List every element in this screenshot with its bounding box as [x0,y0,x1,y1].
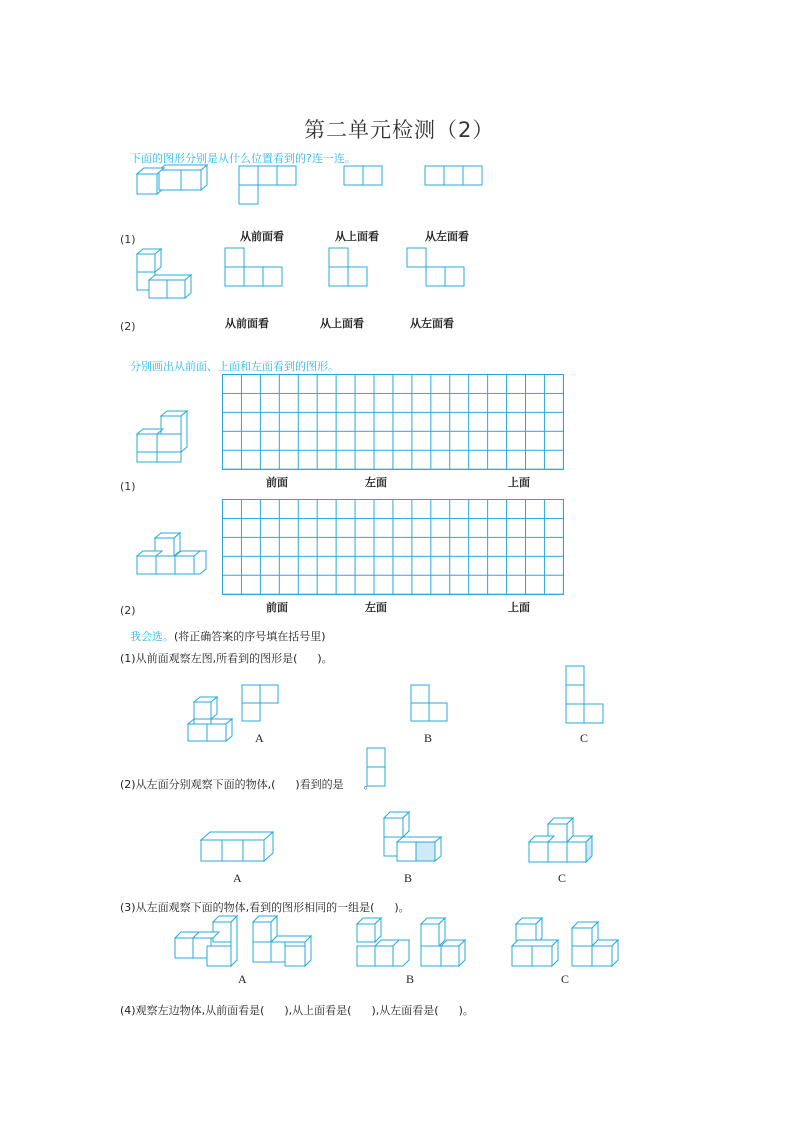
option-label[interactable]: A [238,972,247,986]
cube-figure-mound [137,530,211,578]
question-text: 。 [363,778,375,791]
shape-front-row2 [225,248,285,288]
q3-a-left [175,916,237,966]
view-label: 从左面看 [425,230,469,243]
question-1 [120,650,333,666]
question-text: (2)从左面分别观察下面的物体,( [120,778,276,791]
option-label[interactable]: C [561,972,570,986]
cube-figure-steps [137,410,193,464]
shape-two-squares [344,166,384,186]
grid-label: 上面 [508,601,530,614]
grid-label: 上面 [508,476,530,489]
question-text: ),从左面看是( [371,1004,439,1017]
q2-option-c-figure [529,816,595,864]
view-label: 从上面看 [335,230,379,243]
drawing-grid[interactable] [222,374,564,470]
section3-instruction: 我会选。 [130,630,174,643]
cube-figure-3-row [137,166,209,200]
q3-c-right [572,922,618,966]
q1-option-b-shape [411,685,451,725]
q1-cube-figure [188,694,244,748]
question-text: )。 [317,652,333,665]
section3-note: (将正确答案的序号填在括号里) [174,630,326,643]
option-label[interactable]: C [558,871,567,885]
option-label[interactable]: C [580,731,589,745]
view-label: 从上面看 [320,317,364,330]
shape-l-3-1 [239,166,299,206]
question-text: )。 [394,901,410,914]
view-label: 从左面看 [410,317,454,330]
q3-b-left [357,918,409,966]
shape-left-row2 [407,248,467,288]
q3-option-c-figures [512,914,620,968]
cube-figure-l-stack [137,248,197,300]
q1-option-a-shape [242,685,282,725]
view-label: 从前面看 [225,317,269,330]
grid-label: 前面 [266,601,288,614]
row-number: (1) [120,480,136,493]
q3-a-right [253,916,311,966]
grid-label: 左面 [365,476,387,489]
row-number: (1) [120,233,136,246]
question-text: )看到的是 [295,778,344,791]
q2-option-a-figure [201,828,275,864]
section1-instruction: 下面的图形分别是从什么位置看到的?连一连。 [130,152,356,165]
grid-label: 左面 [365,601,387,614]
section3-heading [130,628,326,644]
question-4 [120,1002,474,1018]
option-label[interactable]: A [255,731,264,745]
q1-option-c-shape [566,666,606,726]
question-text: (4)观察左边物体,从前面看是( [120,1004,265,1017]
option-label[interactable]: B [424,731,433,745]
section2-instruction: 分别画出从前面、上面和左面看到的图形。 [130,360,339,373]
question-text: (1)从前面观察左图,所看到的图形是( [120,652,298,665]
q3-option-a-figures [175,912,321,968]
option-label[interactable]: B [404,871,413,885]
q3-option-b-figures [357,914,469,968]
q2-option-b-figure [384,810,446,866]
page-title: 第二单元检测（2） [304,118,495,142]
option-label[interactable]: B [406,972,415,986]
question-text: )。 [458,1004,474,1017]
grid-label: 前面 [266,476,288,489]
shape-three-squares [425,166,485,186]
row-number: (2) [120,604,136,617]
view-label: 从前面看 [240,230,284,243]
question-text: (3)从左面观察下面的物体,看到的图形相同的一组是( [120,901,375,914]
q3-c-left [512,918,558,966]
option-label[interactable]: A [233,871,242,885]
question-text: ),从上面看是( [284,1004,352,1017]
row-number: (2) [120,320,136,333]
question-2 [120,776,375,792]
q3-b-right [421,918,465,966]
shape-top-row2 [329,248,369,288]
drawing-grid[interactable] [222,499,564,595]
